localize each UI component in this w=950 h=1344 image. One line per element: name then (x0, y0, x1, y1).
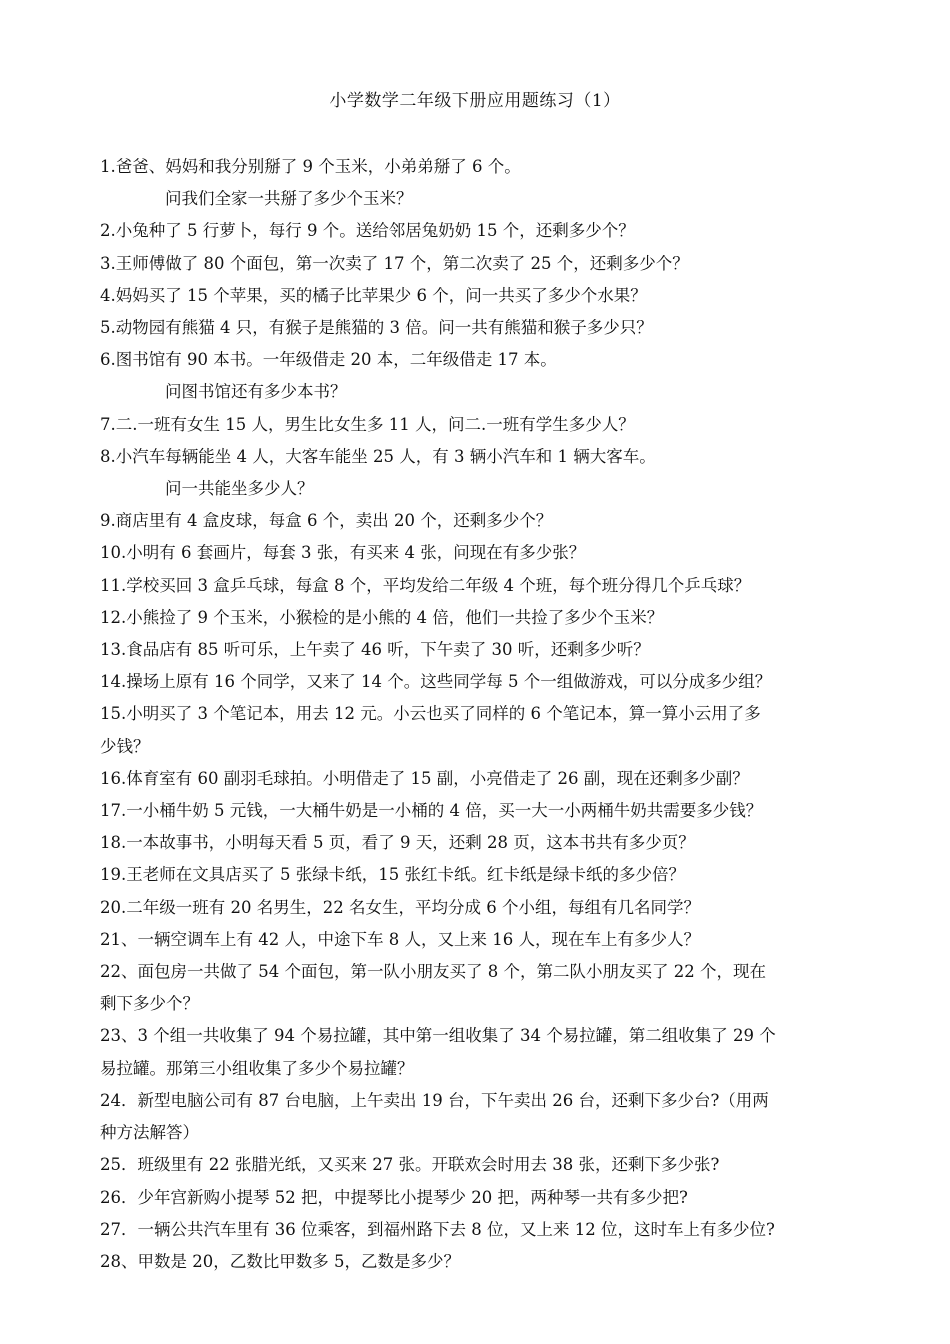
problem-item (100, 1020, 860, 1084)
problem-item (100, 248, 860, 280)
problem-item (100, 827, 860, 859)
problem-item (100, 698, 860, 762)
problem-item (100, 924, 860, 956)
problem-text: 16.体育室有 60 副羽毛球拍。小明借走了 15 副，小亮借走了 26 副，现在还剩多少副？ (100, 768, 749, 788)
problem-item (100, 859, 860, 891)
problem-text-continued: 问图书馆还有多少本书？ (165, 382, 347, 402)
problem-text: 18.一本故事书，小明每天看 5 页，看了 9 天，还剩 28 页，这本书共有多少页？ (100, 833, 695, 853)
problem-text: 10.小明有 6 套画片，每套 3 张，有买来 4 张，问现在有多少张？ (100, 543, 586, 563)
problem-text: 20.二年级一班有 20 名男生，22 名女生，平均分成 6 个小组，每组有几名同学？ (100, 897, 700, 917)
problem-item (100, 344, 860, 408)
problem-item (100, 151, 860, 215)
problem-item (100, 441, 860, 505)
problem-text-continued: 问我们全家一共掰了多少个玉米？ (165, 189, 413, 209)
problem-text: 13.食品店有 85 听可乐，上午卖了 46 听，下午卖了 30 听，还剩多少听？ (100, 640, 650, 660)
problem-item (100, 505, 860, 537)
problem-text: 1.爸爸、妈妈和我分别掰了 9 个玉米，小弟弟掰了 6 个。 (100, 157, 521, 176)
problem-item (100, 537, 860, 569)
problem-text: 28、甲数是 20，乙数比甲数多 5，乙数是多少？ (100, 1251, 460, 1271)
problem-item (100, 795, 860, 827)
page-title: 小学数学二年级下册应用题练习（1） (329, 91, 621, 111)
problem-text-continued: 少钱？ (100, 736, 150, 756)
problem-text: 7.二.一班有女生 15 人，男生比女生多 11 人，问二.一班有学生多少人？ (100, 414, 635, 434)
problem-item (100, 312, 860, 344)
problem-text: 26．少年宫新购小提琴 52 把，中提琴比小提琴少 20 把，两种琴一共有多少把? (100, 1187, 688, 1207)
problem-text: 3.王师傅做了 80 个面包，第一次卖了 17 个，第二次卖了 25 个，还剩多少个？ (100, 253, 689, 273)
problem-text: 4.妈妈买了 15 个苹果，买的橘子比苹果少 6 个，问一共买了多少个水果？ (100, 285, 647, 305)
problem-text: 17.一小桶牛奶 5 元钱，一大桶牛奶是一小桶的 4 倍，买一大一小两桶牛奶共需要多少钱？ (100, 801, 763, 821)
problem-item (100, 892, 860, 924)
problem-text-continued: 种方法解答） (100, 1123, 199, 1143)
problem-item (100, 1246, 860, 1278)
problem-text: 15.小明买了 3 个笔记本，用去 12 元。小云也买了同样的 6 个笔记本，算一算小云用了多 (100, 704, 761, 724)
problem-text: 21、一辆空调车上有 42 人，中途下车 8 人，又上来 16 人，现在车上有多少人？ (100, 929, 700, 949)
problem-text: 11.学校买回 3 盒乒乓球，每盒 8 个，平均发给二年级 4 个班，每个班分得几个乒乓球？ (100, 575, 751, 595)
problem-text: 19.王老师在文具店买了 5 张绿卡纸，15 张红卡纸。红卡纸是绿卡纸的多少倍？ (100, 865, 685, 885)
problem-text: 25．班级里有 22 张腊光纸，又买来 27 张。开联欢会时用去 38 张，还剩下多少张? (100, 1155, 720, 1175)
problem-text: 12.小熊捡了 9 个玉米，小猴检的是小熊的 4 倍，他们一共捡了多少个玉米？ (100, 607, 664, 627)
problem-text: 8.小汽车每辆能坐 4 人，大客车能坐 25 人，有 3 辆小汽车和 1 辆大客车。 (100, 446, 656, 466)
problem-text: 14.操场上原有 16 个同学，又来了 14 个。这些同学每 5 个一组做游戏，可以分成多少组？ (100, 672, 772, 692)
problem-item (100, 409, 860, 441)
problem-item (100, 215, 860, 247)
problem-item (100, 1149, 860, 1181)
problem-text: 27．一辆公共汽车里有 36 位乘客，到福州路下去 8 位，又上来 12 位，这时车上有多少位? (100, 1219, 775, 1239)
problem-text: 23、3 个组一共收集了 94 个易拉罐，其中第一组收集了 34 个易拉罐，第二组收集了 29 个 (100, 1026, 776, 1046)
problem-text-continued: 问一共能坐多少人？ (165, 479, 314, 499)
problem-text: 24．新型电脑公司有 87 台电脑，上午卖出 19 台，下午卖出 26 台，还剩下多少台?（用两 (100, 1090, 769, 1110)
problem-text: 22、面包房一共做了 54 个面包，第一队小朋友买了 8 个，第二队小朋友买了 22 个，现在 (100, 962, 766, 982)
problem-text: 9.商店里有 4 盒皮球，每盒 6 个，卖出 20 个，还剩多少个？ (100, 511, 553, 531)
problem-text: 6.图书馆有 90 本书。一年级借走 20 本，二年级借走 17 本。 (100, 350, 557, 370)
problem-text-continued: 剩下多少个？ (100, 994, 199, 1014)
problem-text-continued: 易拉罐。那第三小组收集了多少个易拉罐？ (100, 1058, 414, 1078)
problem-text: 2.小兔种了 5 行萝卜，每行 9 个。送给邻居兔奶奶 15 个，还剩多少个？ (100, 221, 635, 241)
problem-text: 5.动物园有熊猫 4 只，有猴子是熊猫的 3 倍。问一共有熊猫和猴子多少只？ (100, 318, 653, 338)
problem-item (100, 1085, 860, 1149)
problem-item (100, 1182, 860, 1214)
problem-item (100, 666, 860, 698)
problem-item (100, 956, 860, 1020)
problem-item (100, 570, 860, 602)
problem-item (100, 634, 860, 666)
problem-item (100, 1214, 860, 1246)
problem-list (100, 151, 860, 1278)
problem-item (100, 280, 860, 312)
problem-item (100, 602, 860, 634)
problem-item (100, 763, 860, 795)
